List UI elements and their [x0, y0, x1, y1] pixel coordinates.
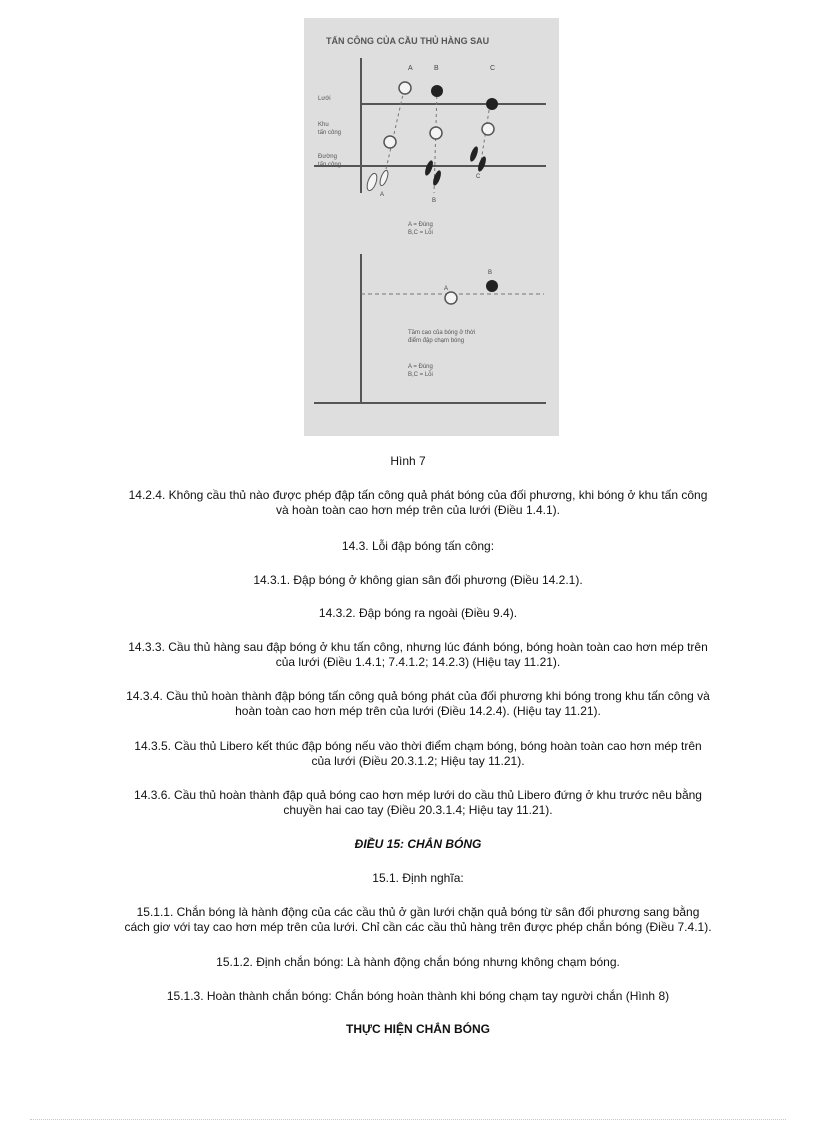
- paragraph-line: 15.1.1. Chắn bóng là hành động của các cầu thủ ở gần lưới chặn quả bóng từ sân đối phương sang bằng: [136, 905, 700, 919]
- zone-label-attack-line-2: tấn công: [318, 162, 342, 168]
- player-label-b-bottom: B: [432, 198, 437, 204]
- paragraph-15-1-2: [70, 955, 766, 970]
- ball-b-high: [431, 85, 443, 97]
- ball-b-lower: [486, 280, 498, 292]
- paragraph-14-3-4: [70, 689, 766, 719]
- page-bottom-divider: [30, 1119, 786, 1120]
- ball-b-mid: [430, 127, 442, 139]
- paragraph-line: của lưới (Điều 1.4.1; 7.4.1.2; 14.2.3) (Hiệu tay 11.21).: [275, 655, 561, 669]
- paragraph-14-2-4: [70, 488, 766, 518]
- paragraph-14-3-2: [70, 606, 766, 621]
- paragraph-line: 14.3.2. Đập bóng ra ngoài (Điều 9.4).: [318, 606, 518, 620]
- paragraph-14-3-1: [70, 573, 766, 588]
- paragraph-line: chuyền hai cao tay (Điều 20.3.1.4; Hiệu tay 11.21).: [283, 803, 553, 817]
- player-label-a-lower: A: [444, 286, 449, 292]
- heading-blocking: [70, 1022, 766, 1037]
- paragraph-line: và hoàn toàn cao hơn mép trên của lưới (Điều 1.4.1).: [276, 503, 560, 517]
- paragraph-line: 14.3.3. Cầu thủ hàng sau đập bóng ở khu tấn công, nhưng lúc đánh bóng, bóng hoàn toàn cao hơn mép trên: [128, 640, 708, 654]
- player-label-a-bottom: A: [380, 192, 385, 198]
- legend-top-2: B,C = Lỗi: [408, 230, 433, 236]
- paragraph-14-3-5: [70, 739, 766, 769]
- zone-label-attack-line-1: Đường: [318, 154, 337, 160]
- player-label-b-lower: B: [488, 270, 493, 276]
- paragraph-line: của lưới (Điều 20.3.1.2; Hiệu tay 11.21).: [311, 754, 525, 768]
- paragraph-line: 14.3. Lỗi đập bóng tấn công:: [341, 539, 495, 553]
- ball-c-net: [486, 98, 498, 110]
- figure-title: TẤN CÔNG CỦA CẦU THỦ HÀNG SAU: [326, 36, 490, 46]
- player-label-c-top: C: [490, 65, 496, 72]
- legend-top-1: A = Đúng: [408, 222, 433, 228]
- paragraph-line: 14.3.1. Đập bóng ở không gian sân đối phương (Điều 14.2.1).: [253, 573, 583, 587]
- paragraph-line: 15.1.2. Định chắn bóng: Là hành động chắn bóng nhưng không chạm bóng.: [216, 955, 620, 969]
- zone-label-net: Lưới: [318, 96, 331, 102]
- paragraph-line: 14.3.5. Cầu thủ Libero kết thúc đập bóng nếu vào thời điểm chạm bóng, bóng hoàn toàn cao hơn mép trên: [134, 739, 702, 753]
- paragraph-line: 15.1. Định nghĩa:: [372, 871, 464, 885]
- paragraph-line: 14.3.6. Cầu thủ hoàn thành đập quả bóng cao hơn mép lưới do cầu thủ Libero đứng ở khu trước nêu bằng: [134, 788, 702, 802]
- player-label-c-bottom: C: [476, 174, 481, 180]
- ball-a-mid: [384, 136, 396, 148]
- figure-7: [304, 18, 559, 436]
- zone-label-attack-zone-2: tấn công: [318, 130, 342, 136]
- paragraph-line: hoàn toàn cao hơn mép trên của lưới (Điều 14.2.4). (Hiệu tay 11.21).: [235, 704, 601, 718]
- lower-note-1: Tầm cao của bóng ở thời: [408, 330, 476, 336]
- ball-c-mid: [482, 123, 494, 135]
- attack-diagram: [304, 18, 559, 436]
- player-label-b-top: B: [434, 65, 439, 72]
- ball-a-lower: [445, 292, 457, 304]
- paragraph-line: 14.2.4. Không cầu thủ nào được phép đập tấn công quả phát bóng của đối phương, khi bóng ở khu tấn công: [128, 488, 708, 502]
- heading-text: ĐIỀU 15: CHẮN BÓNG: [354, 837, 482, 851]
- legend-bottom-2: B,C = Lỗi: [408, 372, 433, 378]
- ball-a-high: [399, 82, 411, 94]
- paragraph-line: 15.1.3. Hoàn thành chắn bóng: Chắn bóng hoàn thành khi bóng chạm tay người chắn (Hình 8): [166, 989, 670, 1003]
- heading-article-15: [70, 837, 766, 852]
- paragraph-15-1-1: [70, 905, 766, 935]
- paragraph-14-3-6: [70, 788, 766, 818]
- paragraph-line: 14.3.4. Cầu thủ hoàn thành đập bóng tấn công quả bóng phát của đối phương khi bóng trong khu tấn công và: [126, 689, 710, 703]
- paragraph-15-1-3: [70, 989, 766, 1004]
- legend-bottom-1: A = Đúng: [408, 364, 433, 370]
- figure-caption: Hình 7: [390, 454, 426, 468]
- paragraph-line: cách giơ với tay cao hơn mép trên của lưới. Chỉ cần các cầu thủ hàng trên được phép chắn bóng (Điều 7.4.1).: [124, 920, 712, 934]
- heading-text: THỰC HIỆN CHẮN BÓNG: [346, 1022, 490, 1036]
- lower-note-2: điểm đập chạm bóng: [408, 338, 465, 344]
- paragraph-15-1: [70, 871, 766, 886]
- player-label-a-top: A: [408, 65, 413, 72]
- paragraph-14-3-3: [70, 640, 766, 670]
- paragraph-14-3: [70, 539, 766, 554]
- zone-label-attack-zone-1: Khu: [318, 122, 329, 128]
